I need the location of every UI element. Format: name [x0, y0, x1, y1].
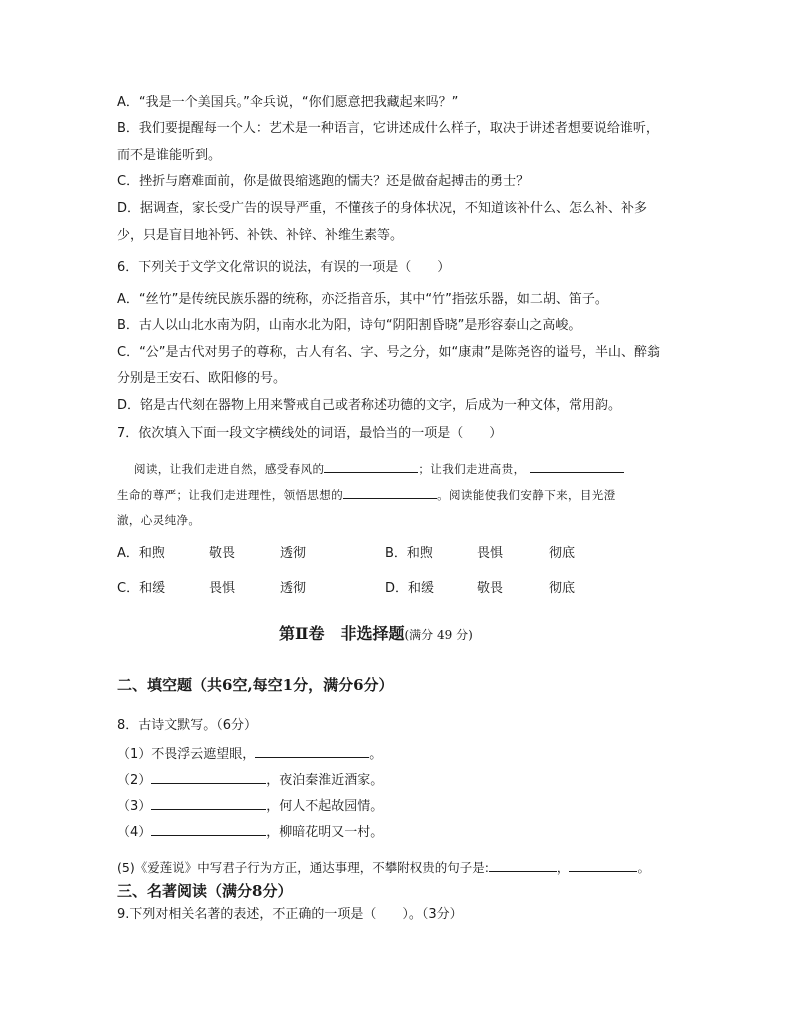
q6-option-b: B．古人以山北水南为阴，山南水北为阳，诗句“阴阳割昏晓”是形容泰山之高峻。: [117, 318, 582, 333]
q7-blank-2[interactable]: [530, 459, 624, 473]
q8-blank-5[interactable]: [489, 858, 557, 872]
q5-option-b-line2: 而不是谁能听到。: [117, 148, 222, 163]
q9-stem: 9.下列对相关名著的表述，不正确的一项是（ ）。（3分）: [117, 907, 463, 922]
q8-line2: [117, 770, 383, 790]
q7-passage-text4: 。阅读能使我们安静下来，目光澄: [437, 488, 616, 502]
q8-line2-text: ，夜泊秦淮近酒家。: [266, 773, 384, 788]
q8-line5-comma: ，: [556, 860, 570, 875]
q7-option-a-word3: 透彻: [280, 546, 307, 561]
q5-option-a: A．“我是一个美国兵。”伞兵说，“你们愿意把我藏起来吗？”: [117, 95, 459, 110]
q6-option-c-line2: 分别是王安石、欧阳修的号。: [117, 371, 287, 386]
q8-blank-4[interactable]: [151, 822, 266, 836]
q8-blank-1[interactable]: [255, 744, 369, 758]
q8-line4: [117, 822, 383, 842]
q8-line2-num: （2）: [117, 773, 152, 788]
q8-line3-text: ，何人不起故园情。: [266, 799, 384, 814]
q7-passage-line1: [134, 459, 624, 478]
q7-option-b-label: B．和煦: [385, 546, 433, 561]
q6-option-c-line1: C．“公”是古代对男子的尊称，古人有名、字、号之分，如“康肃”是陈尧咨的谥号，半山、醉翁: [117, 345, 661, 360]
q7-stem: 7．依次填入下面一段文字横线处的词语，最恰当的一项是（ ）: [117, 426, 503, 441]
q8-line4-num: （4）: [117, 825, 152, 840]
q8-blank-3[interactable]: [151, 796, 266, 810]
q7-option-a-label: A．和煦: [117, 546, 165, 561]
q5-option-b-line1: B．我们要提醒每一个人：艺术是一种语言，它讲述成什么样子，取决于讲述者想要说给谁听，: [117, 121, 659, 136]
part2-heading: [279, 621, 473, 644]
q8-line3-num: （3）: [117, 799, 152, 814]
q7-options-row1: [117, 542, 637, 560]
q8-blank-2[interactable]: [151, 770, 266, 784]
q6-stem: 6．下列关于文学文化常识的说法，有误的一项是（ ）: [117, 260, 451, 275]
q7-option-d-word3: 彻底: [549, 581, 576, 596]
part2-score-note: (满分 49 分): [404, 628, 473, 642]
q8-stem: 8．古诗文默写。（6分）: [117, 718, 258, 733]
q8-line5: [117, 858, 650, 877]
q8-line1: [117, 744, 382, 764]
q7-passage-text3: 生命的尊严；让我们走进理性，领悟思想的: [117, 488, 344, 502]
section2-title: 二、填空题（共6空,每空1分，满分6分）: [117, 676, 394, 694]
q5-option-d-line1: D．据调查，家长受广告的误导严重，不懂孩子的身体状况，不知道该补什么、怎么补、补多: [117, 201, 648, 216]
q7-blank-3[interactable]: [343, 485, 437, 499]
q8-line3: [117, 796, 383, 816]
part2-title: 第Ⅱ卷 非选择题: [279, 624, 405, 643]
q6-option-a: A．“丝竹”是传统民族乐器的统称，亦泛指音乐，其中“竹”指弦乐器，如二胡、笛子。: [117, 292, 608, 307]
q8-line1-end: 。: [369, 747, 383, 762]
q8-line4-text: ，柳暗花明又一村。: [266, 825, 384, 840]
q7-option-b-word2: 畏惧: [477, 546, 504, 561]
q7-options-row2: [117, 577, 637, 595]
q5-option-c: C．挫折与磨难面前，你是做畏缩逃跑的懦夫？还是做奋起搏击的勇士？: [117, 174, 530, 189]
q7-option-d-label: D．和缓: [385, 581, 435, 596]
q8-line5-text: (5)《爱莲说》中写君子行为方正，通达事理，不攀附权贵的句子是:: [117, 860, 489, 875]
q7-option-c-word3: 透彻: [280, 581, 307, 596]
q7-option-c-word2: 畏惧: [209, 581, 236, 596]
q7-option-b-word3: 彻底: [549, 546, 576, 561]
q8-line1-text: （1）不畏浮云遮望眼，: [117, 747, 256, 762]
q7-passage-line3: 澈，心灵纯净。: [117, 513, 201, 527]
q7-passage-text2: ；让我们走进高贵，: [418, 462, 526, 476]
section3-title: 三、名著阅读（满分8分）: [117, 882, 293, 900]
q7-passage-line2: [117, 485, 616, 504]
q7-option-d-word2: 敬畏: [477, 581, 504, 596]
q7-passage-text1: 阅读，让我们走进自然，感受春风的: [134, 462, 325, 476]
q7-option-a-word2: 敬畏: [209, 546, 236, 561]
q7-blank-1[interactable]: [324, 459, 418, 473]
q5-option-d-line2: 少，只是盲目地补钙、补铁、补锌、补维生素等。: [117, 228, 404, 243]
q8-line5-end: 。: [637, 860, 650, 875]
q7-option-c-label: C．和缓: [117, 581, 166, 596]
q8-blank-6[interactable]: [569, 858, 637, 872]
q6-option-d: D．铭是古代刻在器物上用来警戒自己或者称述功德的文字，后成为一种文体，常用韵。: [117, 398, 622, 413]
